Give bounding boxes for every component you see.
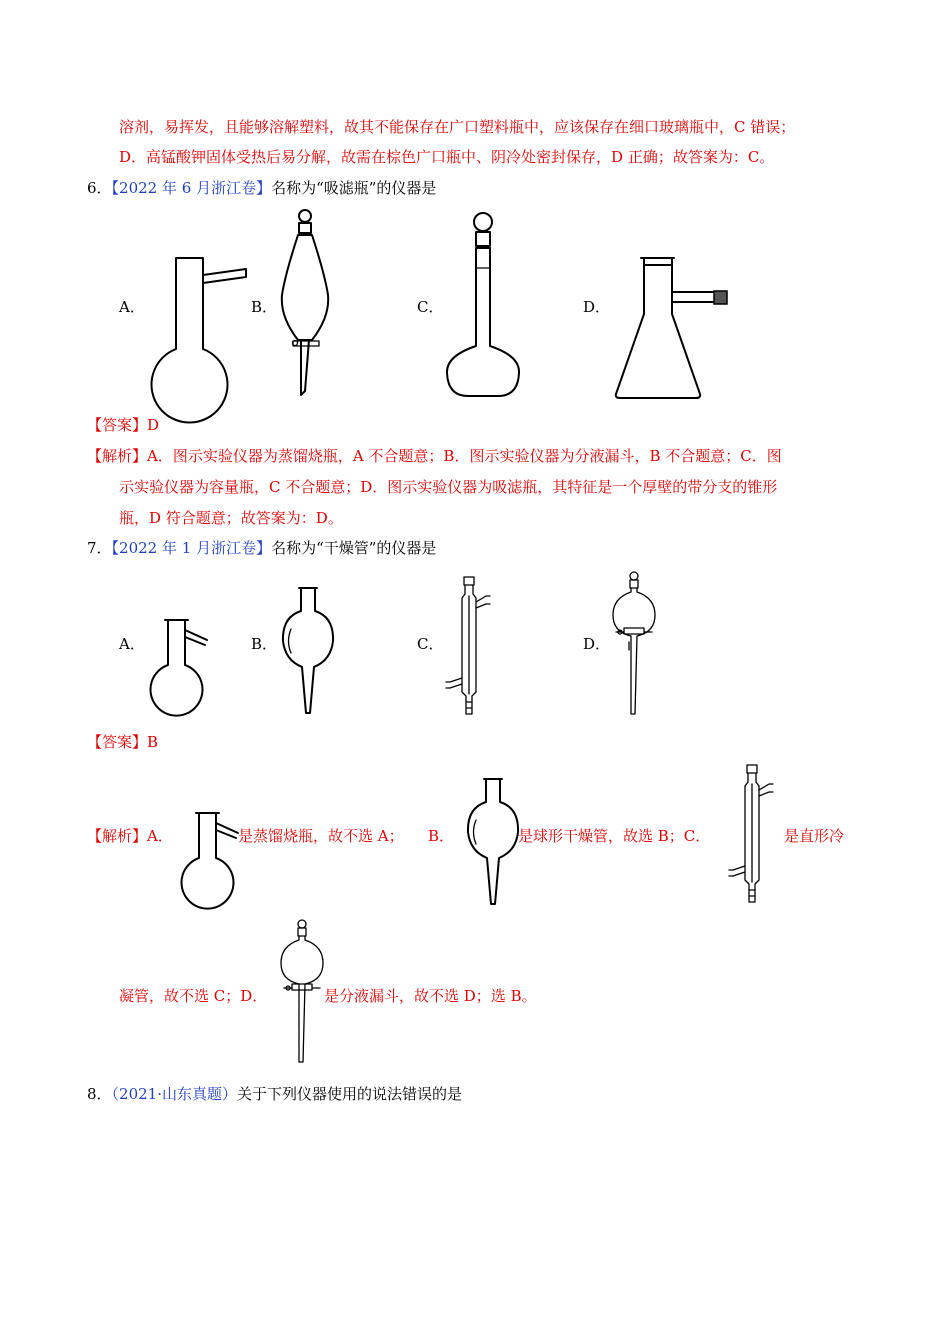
q6-analysis-line-1: 【解析】A．图示实验仪器为蒸馏烧瓶，A 不合题意；B．图示实验仪器为分液漏斗，B 不合题意；C．图 [87, 447, 782, 465]
question-number: 7． [87, 539, 112, 557]
spherical-separatory-funnel-figure [600, 570, 670, 720]
question-number: 8． [87, 1085, 112, 1103]
q6-answer: 【答案】D [87, 416, 160, 434]
question-source: （2021·山东真题） [111, 1085, 237, 1103]
suction-flask-figure [610, 254, 735, 402]
q6-analysis-line-2: 示实验仪器为容量瓶，C 不合题意；D．图示实验仪器为吸滤瓶，其特征是一个厚壁的带分支的锥形 [119, 478, 778, 496]
q6-analysis-line-3: 瓶，D 符合题意；故答案为：D。 [119, 509, 343, 527]
question-stem: 名称为“吸滤瓶”的仪器是 [271, 179, 437, 197]
distilling-flask-figure [145, 255, 255, 405]
question-source: 【2022 年 6 月浙江卷】 [111, 179, 272, 197]
q7-option-c-label: C． [417, 635, 444, 653]
question-stem: 关于下列仪器使用的说法错误的是 [237, 1085, 463, 1103]
straight-condenser-figure [440, 574, 500, 719]
question-6-header [87, 178, 436, 198]
question-source: 【2022 年 1 月浙江卷】 [111, 539, 272, 557]
q7-analysis-seg-1: 是蒸馏烧瓶，故不选 A； [238, 827, 404, 845]
analysis-distilling-flask-figure [178, 810, 243, 910]
q6-option-b-label: B． [251, 298, 278, 316]
analysis-straight-condenser-figure [723, 762, 783, 907]
q6-option-c-label: C． [417, 298, 444, 316]
q7-option-b-label: B． [251, 635, 278, 653]
question-8-header [87, 1084, 462, 1104]
spherical-drying-tube-figure [270, 585, 345, 717]
q7-analysis-seg-4: 凝管，故不选 C；D． [119, 987, 268, 1005]
q6-option-d-label: D． [583, 298, 611, 316]
question-stem: 名称为“干燥管”的仪器是 [271, 539, 437, 557]
distilling-flask-small-figure [147, 617, 212, 717]
q7-analysis-seg-5: 是分液漏斗，故不选 D；选 B。 [324, 987, 537, 1005]
question-number: 6． [87, 179, 112, 197]
prev-analysis-line-2: D．高锰酸钾固体受热后易分解，故需在棕色广口瓶中、阴冷处密封保存，D 正确；故答案为：C。 [119, 148, 775, 166]
volumetric-flask-figure [440, 208, 530, 403]
q6-option-a-label: A． [119, 298, 145, 316]
q7-analysis-prefix: 【解析】A． [87, 827, 173, 845]
q7-analysis-b-label: B． [428, 827, 455, 845]
prev-analysis-line-1: 溶剂，易挥发，且能够溶解塑料，故其不能保存在广口塑料瓶中，应该保存在细口玻璃瓶中，C 错误； [119, 118, 796, 136]
q7-answer: 【答案】B [87, 733, 159, 751]
q7-option-d-label: D． [583, 635, 611, 653]
separatory-funnel-figure [275, 205, 345, 400]
q7-analysis-seg-3: 是直形冷 [784, 827, 845, 845]
q7-analysis-seg-2: 是球形干燥管，故选 B；C． [518, 827, 711, 845]
question-7-header [87, 538, 436, 558]
q7-option-a-label: A． [119, 635, 145, 653]
